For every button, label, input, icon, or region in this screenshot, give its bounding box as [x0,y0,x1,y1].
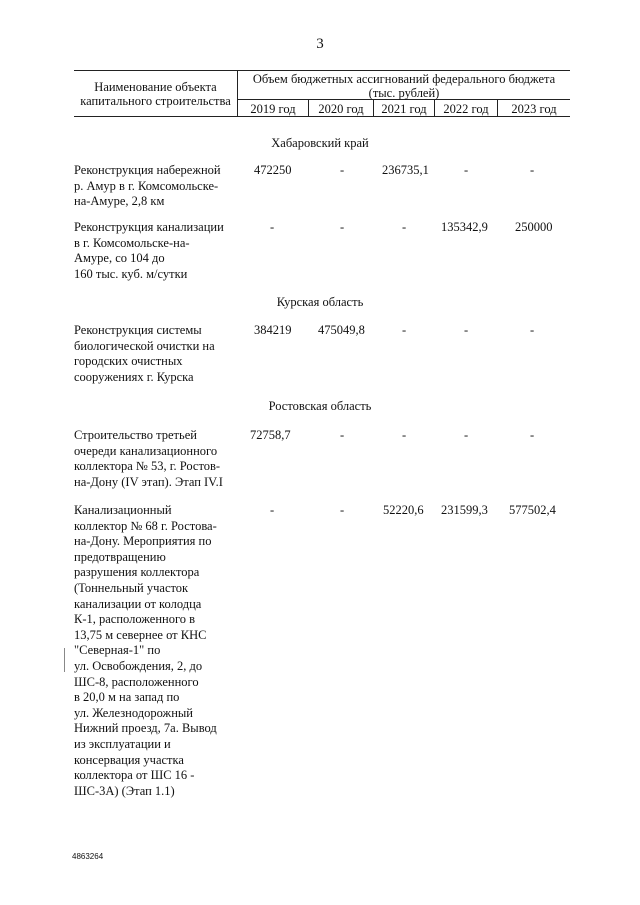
value-2023: 577502,4 [509,503,556,517]
object-name-line: очереди канализационного [74,443,218,458]
object-name-line: в г. Комсомольске-на- [74,235,190,250]
object-name-line: ШС-3А) (Этап 1.1) [74,783,175,798]
object-name [74,428,249,490]
value-2021: - [402,220,407,234]
object-name-line: Реконструкция системы [74,323,202,337]
object-name-line: р. Амур в г. Комсомольске- [74,178,219,193]
value-2020: - [340,428,345,442]
value-2020: - [340,503,345,517]
object-name-line: Амуре, со 104 до [74,251,165,266]
object-name-line: на-Дону. Мероприятия по [74,534,212,549]
document-code: 4863264 [72,852,104,861]
col-name-header-line-1: Наименование объекта [94,80,217,94]
value-2023: - [530,428,535,442]
year-2023: 2023 год [511,102,557,116]
budget-header [238,72,570,100]
object-name-line: из эксплуатации и [74,736,171,751]
object-name-line: коллектора № 53, г. Ростов- [74,459,221,474]
object-name-line: ШС-8, расположенного [74,674,199,689]
object-name-line: в 20,0 м на запад по [74,690,180,705]
value-2019: - [270,220,275,234]
object-name-line: городских очистных [74,354,183,369]
object-name-line: Канализационный [74,503,172,517]
object-name [74,503,249,799]
object-name-line: ул. Железнодорожный [74,705,193,720]
object-name-line: на-Амуре, 2,8 км [74,194,165,209]
region-heading-khabarovsk: Хабаровский край [271,136,369,150]
object-name-line: К-1, расположенного в [74,612,196,627]
value-2019: 384219 [254,323,292,337]
margin-mark [64,648,65,672]
value-2021: 236735,1 [382,163,429,177]
value-2021: - [402,428,407,442]
object-name-line: "Северная-1" по [74,643,161,658]
object-name-line: Реконструкция набережной [74,163,221,177]
value-2019: 472250 [254,163,292,177]
header-top-rule [74,70,570,71]
value-2020: - [340,220,345,234]
object-name-line: консервация участка [74,752,184,767]
value-2019: - [270,503,275,517]
object-name-line: (Тоннельный участок [74,580,189,595]
col-name-header-line-2: капитального строительства [80,94,231,108]
object-name-line: 160 тыс. куб. м/сутки [74,266,188,281]
region-heading-rostov: Ростовская область [268,399,372,413]
col-name-header [74,80,237,108]
year-2019: 2019 год [250,102,296,116]
value-2021: - [402,323,407,337]
value-2020: 475049,8 [318,323,365,337]
object-name-line: ул. Освобождения, 2, до [74,658,203,673]
value-2022: - [464,428,469,442]
value-2022: 231599,3 [441,503,488,517]
value-2023: - [530,163,535,177]
object-name-line: сооружениях г. Курска [74,369,194,384]
value-2022: - [464,323,469,337]
year-2021: 2021 год [381,102,427,116]
object-name-line: Реконструкция канализации [74,220,224,234]
value-2020: - [340,163,345,177]
object-name [74,163,249,210]
year-2022: 2022 год [443,102,489,116]
object-name-line: разрушения коллектора [74,565,200,580]
value-2023: - [530,323,535,337]
object-name-line: коллектор № 68 г. Ростова- [74,518,217,533]
value-2019: 72758,7 [250,428,291,442]
budget-header-line-1: Объем бюджетных ассигнований федерального бюджета [252,72,556,86]
budget-header-line-2: (тыс. рублей) [368,86,440,100]
object-name [74,220,249,282]
value-2023: 250000 [515,220,553,234]
object-name-line: 13,75 м севернее от КНС [74,627,207,642]
object-name-line: Нижний проезд, 7а. Вывод [74,721,217,736]
region-heading-kursk: Курская область [276,295,364,309]
object-name-line: биологической очистки на [74,338,215,353]
object-name [74,323,249,385]
object-name-line: на-Дону (IV этап). Этап IV.I [74,474,223,489]
object-name-line: Строительство третьей [74,428,197,442]
object-name-line: канализации от колодца [74,596,202,611]
year-2020: 2020 год [318,102,364,116]
object-name-line: коллектора от ШС 16 - [74,768,195,783]
page-number: 3 [316,36,324,52]
object-name-line: предотвращению [74,549,166,564]
value-2022: 135342,9 [441,220,488,234]
value-2021: 52220,6 [383,503,424,517]
value-2022: - [464,163,469,177]
